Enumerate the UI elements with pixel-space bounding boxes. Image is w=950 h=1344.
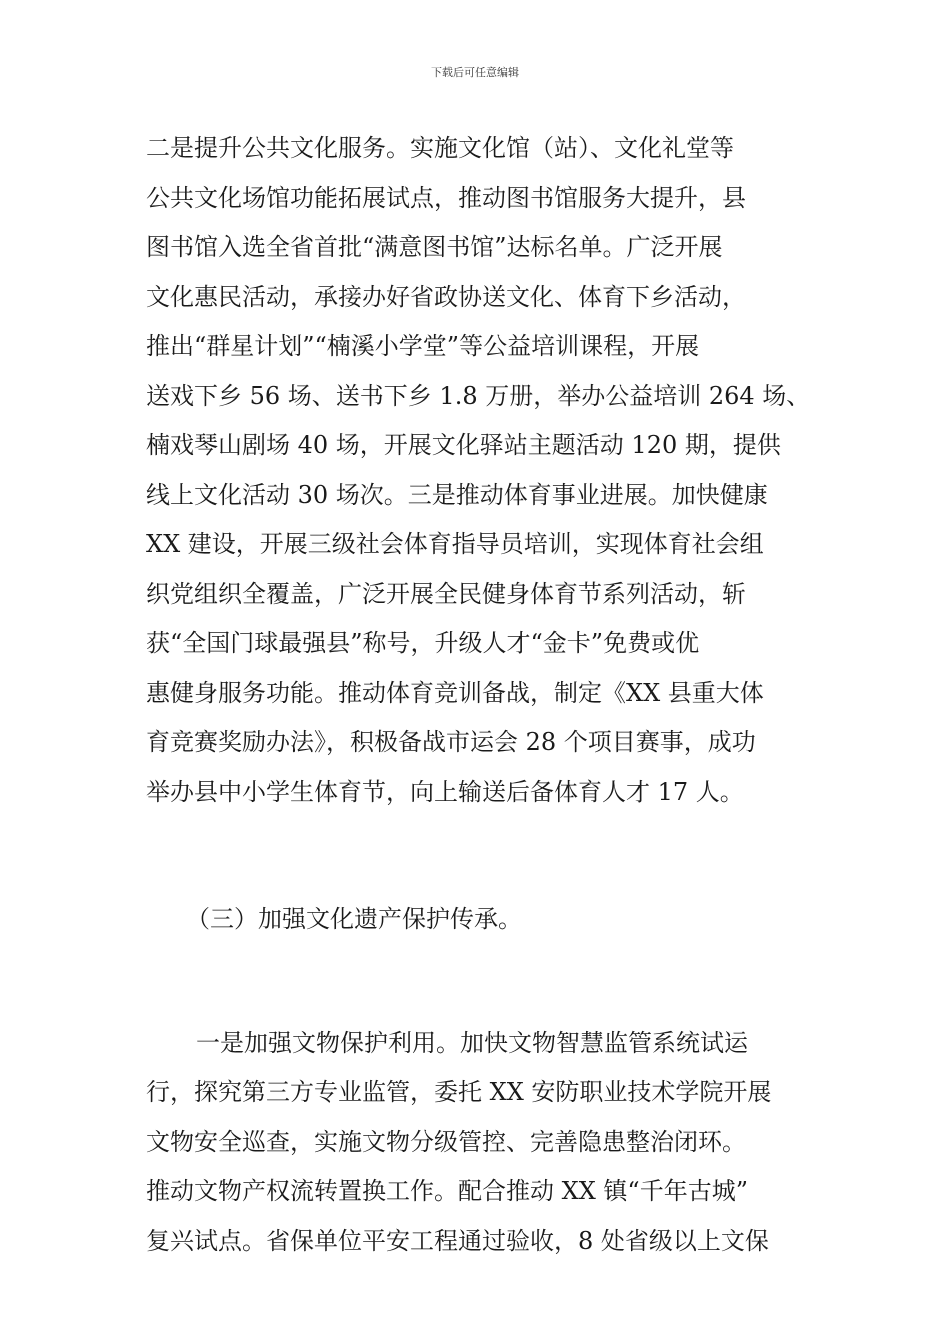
text-line: 二是提升公共文化服务。实施文化馆（站）、文化礼堂等 [146,134,734,162]
text-line: 获“全国门球最强县”称号，升级人才“金卡”免费或优 [146,629,700,657]
text-line: 一是加强文物保护利用。加快文物智慧监管系统试运 [196,1028,748,1057]
text-line: 公共文化场馆功能拓展试点，推动图书馆服务大提升，县 [146,183,746,212]
text-line: 织党组织全覆盖，广泛开展全民健身体育节系列活动，斩 [146,579,746,608]
text-line: 线上文化活动 30 场次。三是推动体育事业进展。加快健康 [146,480,768,509]
paragraph-culture-sports [146,124,816,817]
text-line: 举办县中小学生体育节，向上输送后备体育人才 17 人。 [146,777,744,806]
text-line: 楠戏琴山剧场 40 场，开展文化驿站主题活动 120 期，提供 [146,431,781,459]
text-line: 复兴试点。省保单位平安工程通过验收，8 处省级以上文保 [146,1226,769,1255]
document-body [146,124,816,1266]
text-line: 惠健身服务功能。推动体育竞训备战，制定《XX 县重大体 [146,678,764,707]
paragraph-heritage [146,1019,816,1267]
text-line: XX 建设，开展三级社会体育指导员培训，实现体育社会组 [146,530,764,558]
text-line: 育竞赛奖励办法》，积极备战市运会 28 个项目赛事，成功 [146,728,756,756]
page-header: 下载后可任意编辑 [431,66,519,79]
section-heading: （三）加强文化遗产保护传承。 [186,905,522,933]
text-line: 送戏下乡 56 场、送书下乡 1.8 万册，举办公益培训 264 场、 [146,381,811,410]
text-line: 推出“群星计划”“楠溪小学堂”等公益培训课程，开展 [146,332,700,360]
text-line: 推动文物产权流转置换工作。配合推动 XX 镇“千年古城” [146,1177,748,1205]
text-line: 行，探究第三方专业监管，委托 XX 安防职业技术学院开展 [146,1078,772,1106]
text-line: 文物安全巡查，实施文物分级管控、完善隐患整治闭环。 [146,1127,746,1156]
text-line: 文化惠民活动，承接办好省政协送文化、体育下乡活动， [146,282,746,311]
text-line: 图书馆入选全省首批“满意图书馆”达标名单。广泛开展 [146,233,723,261]
